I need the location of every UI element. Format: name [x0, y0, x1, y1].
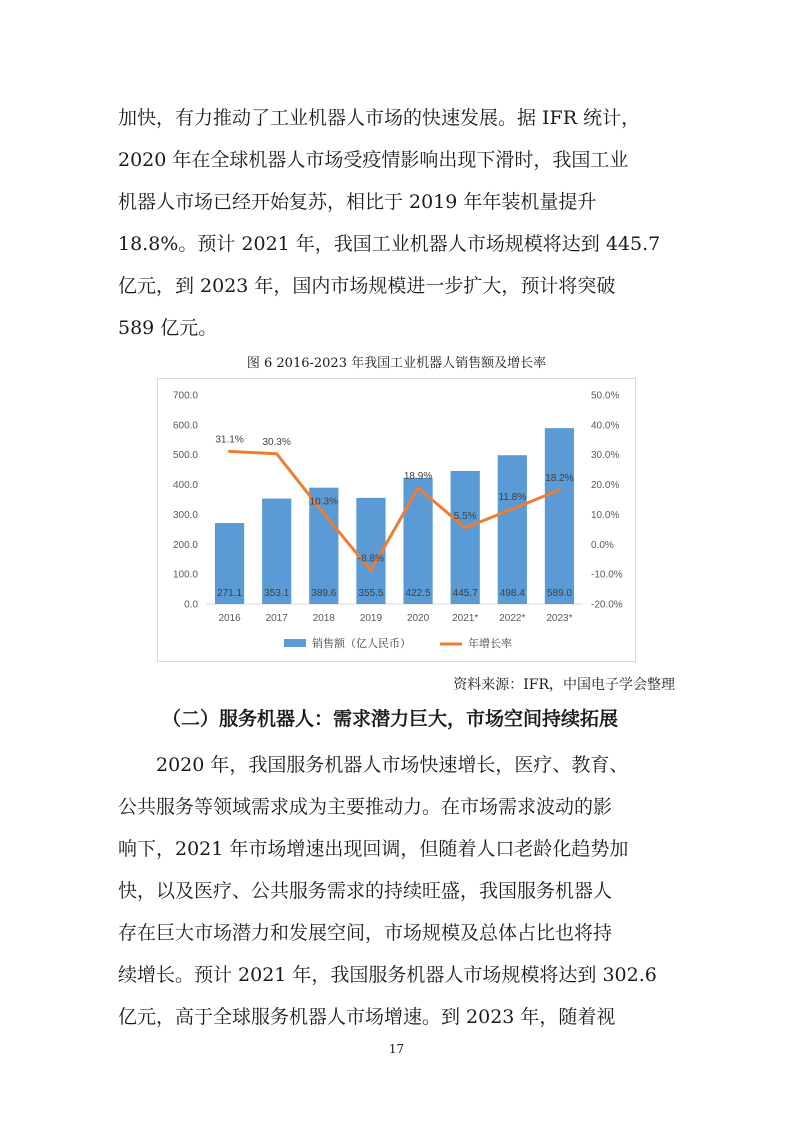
x-axis-tick-label: 2021* [452, 613, 479, 624]
bar-value-label: 355.5 [358, 588, 384, 599]
growth-rate-label: 31.1% [215, 434, 244, 446]
figure-caption: 图 6 2016-2023 年我国工业机器人销售额及增长率 [246, 356, 547, 371]
left-axis-tick-label: 400.0 [172, 480, 198, 492]
text-line: 公共服务等领域需求成为主要推动力。在市场需求波动的影 [118, 796, 613, 818]
sales-growth-chart [157, 378, 636, 662]
right-axis-tick-label: 0.0% [591, 539, 614, 551]
text-line: 2020 年，我国服务机器人市场快速增长，医疗、教育、 [156, 754, 629, 776]
right-axis-tick-label: 40.0% [591, 420, 620, 432]
bar-value-label: 389.6 [311, 588, 337, 599]
body-paragraph-bottom [118, 744, 678, 1038]
text-line: 续增长。预计 2021 年，我国服务机器人市场规模将达到 302.6 [118, 964, 657, 986]
x-axis-tick-label: 2017 [265, 613, 288, 624]
text-line: 快，以及医疗、公共服务需求的持续旺盛，我国服务机器人 [118, 880, 613, 902]
text-line: 机器人市场已经开始复苏，相比于 2019 年年装机量提升 [118, 191, 597, 213]
bar-2021* [451, 471, 480, 604]
text-line: 亿元，到 2023 年，国内市场规模进一步扩大，预计将突破 [118, 275, 616, 297]
text-line: 589 亿元。 [118, 317, 218, 339]
growth-rate-label: 11.8% [498, 492, 527, 504]
left-axis-tick-label: 600.0 [172, 420, 198, 432]
x-axis-tick-label: 2016 [218, 613, 241, 624]
bar-value-label: 445.7 [452, 588, 478, 599]
left-axis-tick-label: 100.0 [172, 569, 198, 581]
legend-bar-swatch [284, 639, 306, 647]
bar-2023* [545, 428, 574, 604]
x-axis-tick-label: 2020 [406, 613, 430, 624]
page-number: 17 [388, 1042, 405, 1056]
text-line: 存在巨大市场潜力和发展空间，市场规模及总体占比也将持 [118, 922, 613, 944]
right-axis-tick-label: -10.0% [591, 569, 623, 581]
text-line: 加快，有力推动了工业机器人市场的快速发展。据 IFR 统计， [118, 107, 641, 129]
x-axis-tick-label: 2019 [359, 613, 383, 624]
figure-source: 资料来源：IFR，中国电子学会整理 [453, 677, 675, 693]
left-axis-tick-label: 300.0 [172, 509, 198, 521]
right-axis-tick-label: -20.0% [591, 599, 623, 611]
bar-value-label: 589.0 [546, 588, 572, 599]
text-line: 2020 年在全球机器人市场受疫情影响出现下滑时，我国工业 [118, 149, 629, 171]
right-axis-tick-label: 20.0% [591, 480, 620, 492]
x-axis-tick-label: 2022* [499, 613, 526, 624]
bar-2022* [498, 455, 527, 604]
text-line: 响下，2021 年市场增速出现回调，但随着人口老龄化趋势加 [118, 838, 629, 860]
growth-rate-label: 30.3% [262, 436, 291, 448]
growth-rate-label: 18.9% [403, 470, 433, 482]
growth-rate-label: 10.3% [309, 496, 338, 508]
text-line: 亿元，高于全球服务机器人市场增速。到 2023 年，随着视 [118, 1006, 616, 1028]
right-axis-tick-label: 10.0% [591, 509, 620, 521]
legend-bar-label: 销售额（亿人民币） [312, 638, 411, 650]
bar-value-label: 498.4 [499, 588, 525, 599]
bar-value-label: 271.1 [217, 588, 243, 599]
bar-value-label: 353.1 [264, 588, 290, 599]
text-line: 18.8%。预计 2021 年，我国工业机器人市场规模将达到 445.7 [118, 233, 661, 255]
body-paragraph-top [118, 97, 678, 349]
growth-rate-label: -8.8% [357, 553, 384, 565]
growth-rate-label: 18.2% [545, 472, 574, 484]
legend-line-label: 年增长率 [468, 638, 512, 650]
section-subheading: （二）服务机器人：需求潜力巨大，市场空间持续拓展 [162, 708, 619, 730]
x-axis-tick-label: 2023* [546, 613, 573, 624]
x-axis-tick-label: 2018 [312, 613, 335, 624]
left-axis-tick-label: 0.0 [184, 599, 198, 611]
left-axis-tick-label: 500.0 [172, 450, 198, 462]
bar-value-label: 422.5 [405, 588, 431, 599]
left-axis-tick-label: 200.0 [172, 539, 198, 551]
right-axis-tick-label: 50.0% [591, 390, 620, 402]
left-axis-tick-label: 700.0 [172, 390, 198, 402]
growth-rate-label: 5.5% [453, 510, 477, 522]
chart-svg [158, 379, 635, 661]
right-axis-tick-label: 30.0% [591, 450, 620, 462]
